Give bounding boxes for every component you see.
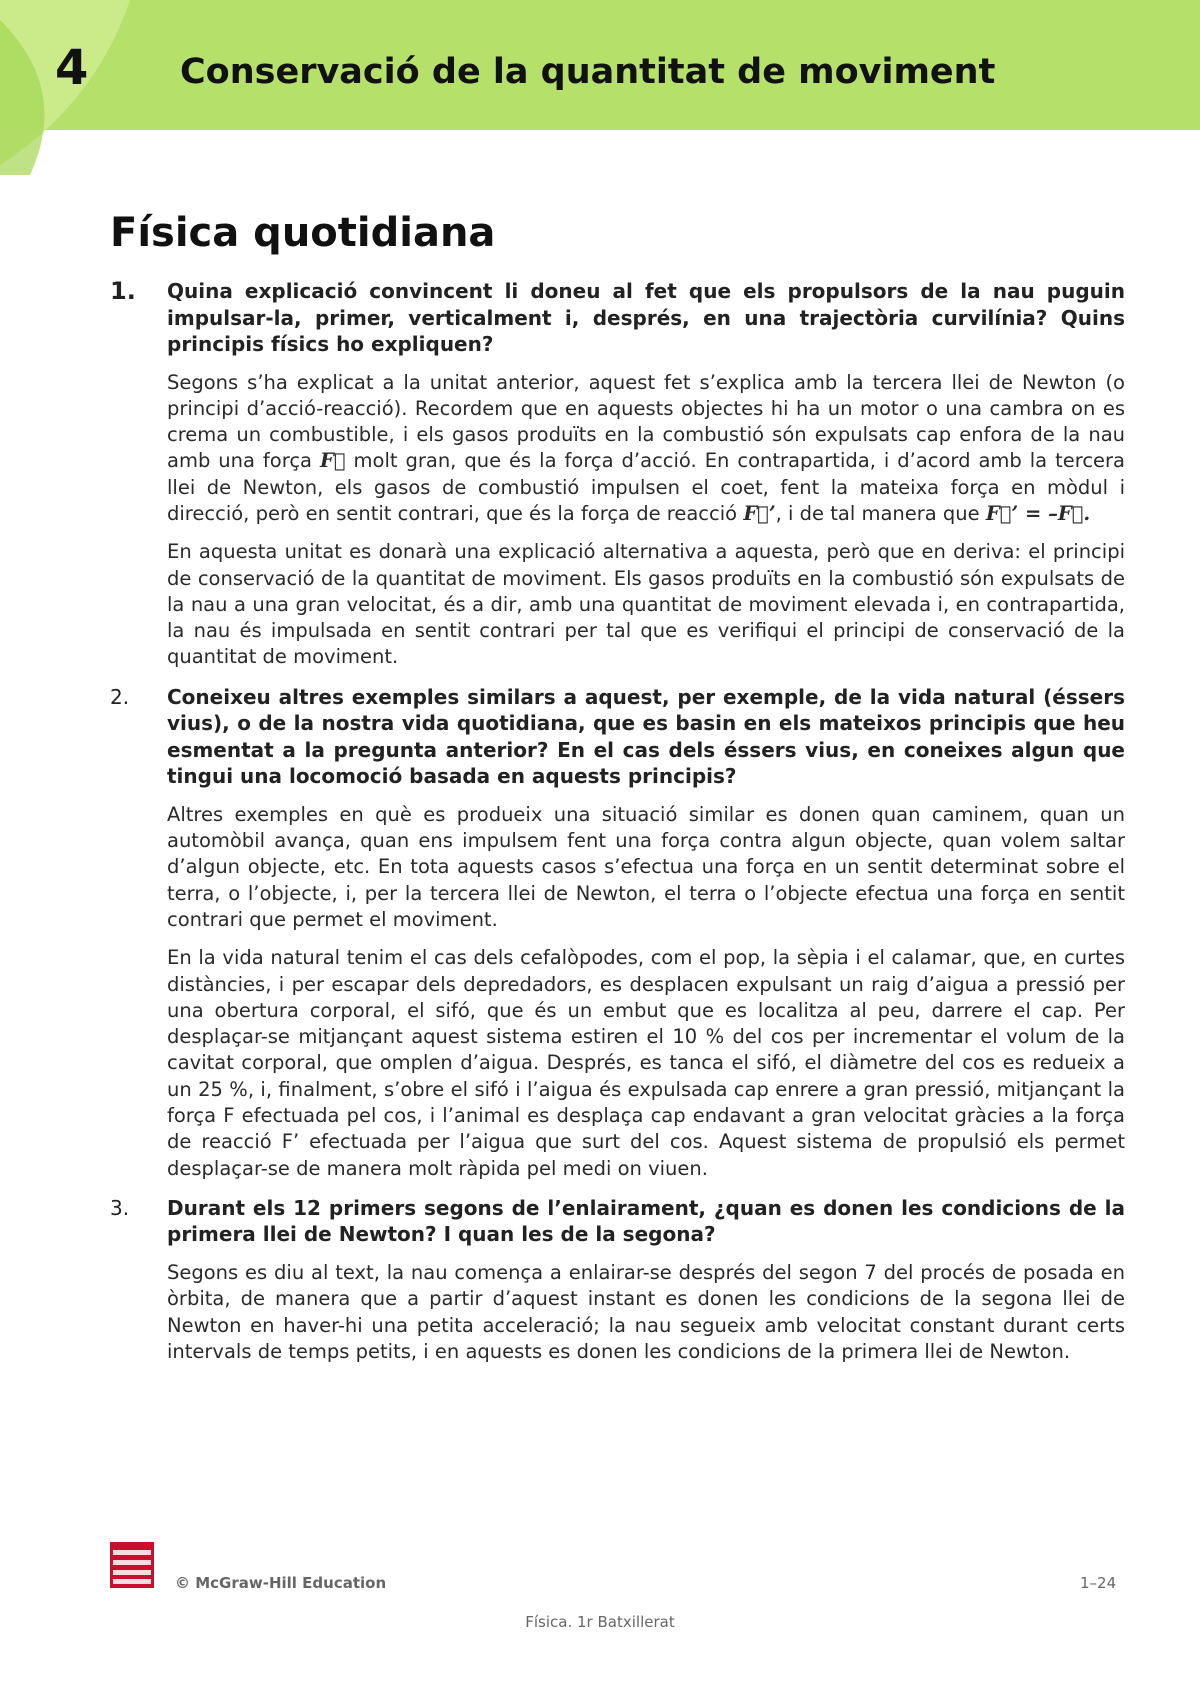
force-vector: F⃗ (319, 449, 346, 473)
answer-paragraph: Altres exemples en què es produeix una situació similar es donen quan caminem, quan un automòbil avança, quan ens impulsem fent una força contra algun objecte, quan volem saltar d’algun objecte, etc. En tota aquests casos s’efectua una força en un sentit determinat sobre el terra, o l’objecte, i, per la tercera llei de Newton, el terra o l’objecte efectua una força en sentit contrari que permet el moviment. (167, 802, 1125, 931)
chapter-title: Conservació de la quantitat de moviment (180, 52, 996, 92)
answer-text: molt gran, que és la força d’acció. En contrapartida, i d’acord amb la tercera llei de Newton, els gasos de combustió impulsen el coet, fent la mateixa força en mòdul i direcció, però en sentit contrari, que és la força de reacció (167, 449, 1126, 525)
reaction-force-vector: F⃗’ (743, 501, 776, 525)
page-number: 1–24 (1080, 1574, 1117, 1592)
question-text: Coneixeu altres exemples similars a aquest, per exemple, de la vida natural (éssers vius), o de la nostra vida quotidiana, que es basin en els mateixos principis que heu esmentat a la pregunta anterior? En el cas dels éssers vius, en coneixes algun que tingui una locomoció basada en aquests principis? (167, 684, 1125, 789)
question-number: 3. (110, 1195, 130, 1220)
question-text: Durant els 12 primers segons de l’enlairament, ¿quan es donen les condicions de la primera llei de Newton? I quan les de la segona? (167, 1195, 1125, 1247)
chapter-header (0, 0, 1200, 130)
copyright-notice: © McGraw-Hill Education (175, 1574, 387, 1592)
question-number: 2. (110, 684, 130, 709)
section-title: Física quotidiana (110, 210, 496, 256)
question-item (110, 1195, 1125, 1365)
question-item (110, 278, 1125, 671)
questions-list (110, 278, 1125, 1365)
question-text: Quina explicació convincent li doneu al fet que els propulsors de la nau puguin impulsar-la, primer, verticalment i, després, en una trajectòria curvilínia? Quins principis físics ho expliquen? (167, 279, 1125, 356)
question-number: 1. (110, 277, 136, 305)
book-title: Física. 1r Batxillerat (525, 1613, 675, 1631)
answer-paragraph: En aquesta unitat es donarà una explicació alternativa a aquesta, però que en deriva: el principi de conservació de la quantitat de moviment. Els gasos produïts en la combustió són expulsats de la nau a una gran velocitat, és a dir, amb una quantitat de moviment elevada i, en contrapartida, la nau és impulsada en sentit contrari per tal que es verifiqui el principi de conservació de la quantitat de moviment. (167, 540, 1125, 669)
question-item (110, 684, 1125, 1182)
answer-text: Segons s’ha explicat a la unitat anterior, aquest fet s’explica amb la tercera llei de Newton (o principi d’acció-reacció). Recordem que en aquests objectes hi ha un motor o una cambra on es crema un combustible, i els gasos produïts en la combustió són expulsats cap enfora de la nau amb una força (167, 370, 1125, 473)
mcgraw-hill-logo (110, 1542, 154, 1588)
answer-paragraph (167, 370, 1125, 528)
chapter-number: 4 (55, 40, 89, 96)
answer-text: , i de tal manera que (775, 501, 980, 525)
answer-paragraph: Segons es diu al text, la nau comença a enlairar-se després del segon 7 del procés de posada en òrbita, de manera que a partir d’aquest instant es donen les condicions de la segona llei de Newton en haver-hi una petita acceleració; la nau segueix amb velocitat constant durant certs intervals de temps petits, i en aquests es donen les condicions de la primera llei de Newton. (167, 1260, 1125, 1363)
force-equation: F⃗’ = –F⃗. (985, 501, 1091, 525)
answer-paragraph: En la vida natural tenim el cas dels cefalòpodes, com el pop, la sèpia i el calamar, que, en curtes distàncies, i per escapar dels depredadors, es desplacen expulsant un raig d’aigua a pressió per una obertura corporal, el sifó, que és un embut que es localitza al peu, darrere el cap. Per desplaçar-se mitjançant aquest sistema estiren el 10 % del cos per incrementar el volum de la cavitat corporal, que omplen d’aigua. Després, es tanca el sifó, el diàmetre del cos es redueix a un 25 %, i, finalment, s’obre el sifó i l’aigua és expulsada cap enrere a gran pressió, mitjançant la força F efectuada pel cos, i l’animal es desplaça cap endavant a gran velocitat gràcies a la força de reacció F’ efectuada per l’aigua que surt del cos. Aquest sistema de propulsió els permet desplaçar-se de manera molt ràpida pel medi on viuen. (167, 946, 1125, 1180)
